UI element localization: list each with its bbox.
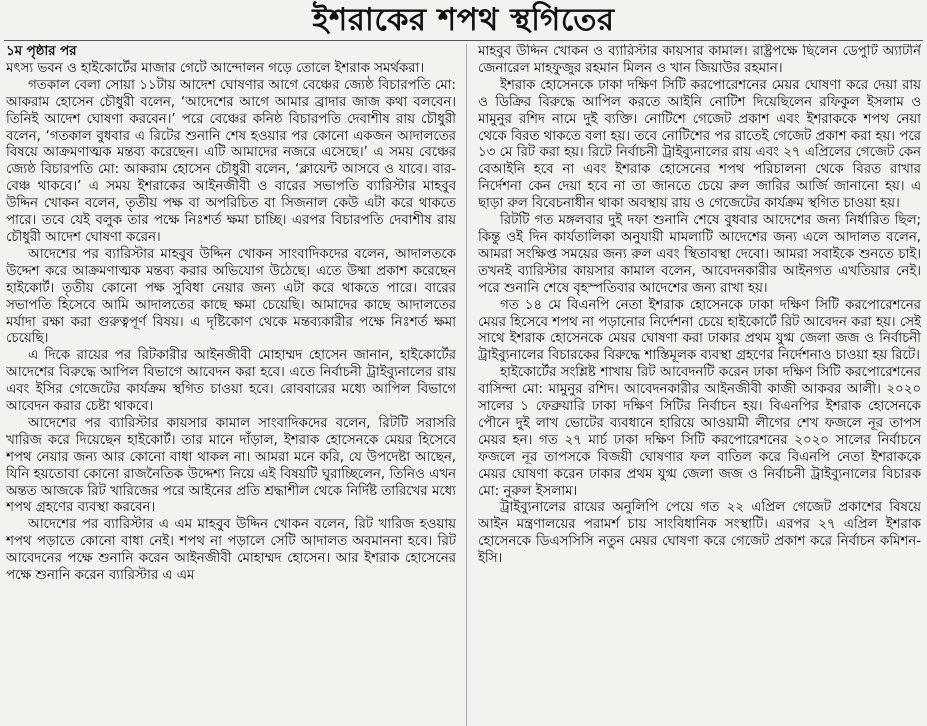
paragraph: আদেশের পর ব্যারিস্টার কায়সার কামাল সাংবাদিকদের বলেন, রিটটি সরাসরি খারিজ করে দিয়েছেন হাইকোর্ট। তার মানে দাঁড়াল, ইশরাক হোসেনকে মেয়র হিসেবে শপথ নেয়ার জন্য আর কোনো বাধা থাকল না। আমরা মনে করি, যে উপদেষ্টা আছেন, যিনি হয়তোবা কোনো রাজনৈতিক উদ্দেশ্য নিয়ে এই বিষয়টি ঘুরাচ্ছিলেন, তিনিও এখন অন্তত আজকে রিট খারিজের পরে আইনের প্রতি শ্রদ্ধাশীল থেকে নির্দিষ্ট তারিখের মধ্যে শপথ গ্রহণের ব্যবস্থা করবেন। — [6, 415, 456, 516]
paragraph: আদেশের পর ব্যারিস্টার এ এম মাহবুব উদ্দিন খোকন বলেন, রিট খারিজ হওয়ায় শপথ পড়াতে কোনো বাধা নেই। শপথ না পড়ালে সেটি আদালত অবমাননা হবে। রিট আবেদনের পক্ষে শুনানি করেন আইনজীবী মোহাম্মদ হোসেন। আর ইশরাক হোসেনের পক্ষে শুনানি করেন ব্যারিস্টার এ এম — [6, 517, 456, 584]
right-column — [478, 44, 921, 726]
paragraph: গত ১৪ মে বিএনপি নেতা ইশরাক হোসেনকে ঢাকা দক্ষিণ সিটি করপোরেশনের মেয়র হিসেবে শপথ না পড়ানোর নির্দেশনা চেয়ে হাইকোর্টে রিট আবেদন করা হয়। সেই সাথে ইশরাক হোসেনকে মেয়র ঘোষণা করা ঢাকার প্রথম যুগ্ম জেলা জজ ও নির্বাচনী ট্রাইব্যুনালের বিচারকের বিরুদ্ধে শাস্তিমূলক ব্যবস্থা গ্রহণের নির্দেশনাও চাওয়া হয় রিটে। — [478, 297, 921, 364]
left-column — [6, 44, 456, 726]
paragraph: মৎস্য ভবন ও হাইকোর্টের মাজার গেটে আন্দোলন গড়ে তোলে ইশরাক সমর্থকরা। — [6, 60, 425, 76]
paragraph: গতকাল বেলা সোয়া ১১টায় আদেশ ঘোষণার আগে বেঞ্চের জ্যেষ্ঠ বিচারপতি মো: আকরাম হোসেন চৌধুরী বলেন, ‘আদেশের আগে আমার ব্রাদার জাজ কথা বলবেন। তিনিই আদেশ ঘোষণা করবেন।’ পরে বেঞ্চের কনিষ্ঠ বিচারপতি দেবাশীষ রায় চৌধুরী বলেন, ‘গতকাল বুধবার এ রিটের শুনানি শেষ হওয়ার পর কোনো একজন আদালতের বিষয়ে আক্রমণাত্মক মন্তব্য করেছেন। এটি আমাদের নজরে এসেছে।’ এ সময় বেঞ্চের জ্যেষ্ঠ বিচারপতি মো: আকরাম হোসেন চৌধুরী বলেন, ‘ক্লায়েন্ট আসবে ও যাবে। বার-বেঞ্চ থাকবে।’ এ সময় ইশরাকের আইনজীবী ও বারের সভাপতি ব্যারিস্টার মাহবুব উদ্দিন খোকন বলেন, তৃতীয় পক্ষ বা অপরিচিত বা সিজনাল কেউ এটা করে থাকতে পারে। তবে যেই বলুক তার পক্ষে নিঃশর্ত ক্ষমা চাচ্ছি। এরপর বিচারপতি দেবাশীষ রায় চৌধুরী আদেশ ঘোষণা করেন। — [6, 77, 456, 245]
paragraph: রিটটি গত মঙ্গলবার দুই দফা শুনানি শেষে বুধবার আদেশের জন্য নির্ধারিত ছিল; কিন্তু ওই দিন কার্যতালিকা অনুযায়ী মামলাটি আদেশের জন্য এলে আদালত বলেন, আমরা সংক্ষিপ্ত সময়ের জন্য রুল এবং স্থিতাবস্থা দেবো। আমরা সবাইকে শুনতে চাই। তখনই ব্যারিস্টার কায়সার কামাল বলেন, আবেদনকারীর আইনগত এখতিয়ার নেই। পরে শুনানি শেষে বৃহস্পতিবার আদেশের জন্য রাখা হয়। — [478, 213, 921, 296]
paragraph: ইশরাক হোসেনকে ঢাকা দক্ষিণ সিটি করপোরেশনের মেয়র ঘোষণা করে দেয়া রায় ও ডিক্রির বিরুদ্ধে আপিল করতে আইনি নোটিশ দিয়েছিলেন রফিকুল ইসলাম ও মামুনুর রশিদ নামে দুই ব্যক্তি। নোটিশে গেজেট প্রকাশ এবং ইশরাককে শপথ নেয়া থেকে বিরত থাকতে বলা হয়। তবে নোটিশের পর রাতেই গেজেট প্রকাশ করা হয়। পরে ১৩ মে রিট করা হয়। রিটে নির্বাচনী ট্রাইব্যুনালের রায় এবং ২৭ এপ্রিলের গেজেট কেন বেআইনি হবে না এবং ইশরাক হোসেনের শপথ পরিচালনা থেকে বিরত রাখার নির্দেশনা কেন দেয়া হবে না তা জানতে চেয়ে রুল জারির আর্জি জানানো হয়। এ ছাড়া রুল বিবেচনাধীন থাকা অবস্থায় রায় ও গেজেটের কার্যক্রম স্থগিত চাওয়া হয়। — [478, 77, 921, 212]
headline: ইশরাকের শপথ স্থগিতের — [312, 2, 615, 38]
paragraph: এ দিকে রায়ের পর রিটকারীর আইনজীবী মোহাম্মদ হোসেন জানান, হাইকোর্টের আদেশের বিরুদ্ধে আপিল বিভাগে আবেদন করা হবে। এতে নির্বাচনী ট্রাইব্যুনালের রায় এবং ইসির গেজেটের কার্যক্রম স্থগিত চাওয়া হবে। রোববারের মধ্যে আপিল বিভাগে আবেদন করার চেষ্টা থাকবে। — [6, 348, 456, 415]
paragraph: আদেশের পর ব্যারিস্টার মাহবুব উদ্দিন খোকন সাংবাদিকদের বলেন, আদালতকে উদ্দেশ করে আক্রমণাত্মক মন্তব্য করার অভিযোগ উঠেছে। এতে উষ্মা প্রকাশ করেছেন হাইকোর্ট। তৃতীয় কোনো পক্ষ সুবিধা নেয়ার জন্য এটা করে থাকতে পারে। বারের সভাপতি হিসেবে আমি আদালতের কাছে ক্ষমা চেয়েছি। আমাদের কাছে আদালতের মর্যাদা রক্ষা করা গুরুত্বপূর্ণ বিষয়। এ দৃষ্টিকোণ থেকে মন্তব্যকারীর পক্ষে নিঃশর্ত ক্ষমা চেয়েছি। — [6, 246, 456, 347]
headline-rule — [4, 40, 923, 41]
paragraph: ট্রাইব্যুনালের রায়ের অনুলিপি পেয়ে গত ২২ এপ্রিল গেজেট প্রকাশের বিষয়ে আইন মন্ত্রণালয়ের পরামর্শ চায় সাংবিধানিক সংস্থাটি। এরপর ২৭ এপ্রিল ইশরাক হোসেনকে ডিএসসিসি নতুন মেয়র ঘোষণা করে গেজেট প্রকাশ করে নির্বাচন কমিশন-ইসি। — [478, 500, 921, 567]
paragraph: মাহবুব উদ্দিন খোকন ও ব্যারিস্টার কায়সার কামাল। রাষ্ট্রপক্ষে ছিলেন ডেপুটি অ্যাটর্নি জেনারেল মাহফুজুর রহমান মিলন ও খান জিয়াউর রহমান। — [478, 44, 921, 76]
paragraph: হাইকোর্টের সংশ্লিষ্ট শাখায় রিট আবেদনটি করেন ঢাকা দক্ষিণ সিটি করপোরেশনের বাসিন্দা মো: মামুনুর রশিদ। আবেদনকারীর আইনজীবী কাজী আকবর আলী। ২০২০ সালের ১ ফেব্রুয়ারি ঢাকা দক্ষিণ সিটির নির্বাচন হয়। বিএনপির ইশরাক হোসেনকে পৌনে দুই লাখ ভোটের ব্যবধানে হারিয়ে আওয়ামী লীগের শেখ ফজলে নূর তাপস মেয়র হন। গত ২৭ মার্চ ঢাকা দক্ষিণ সিটি করপোরেশনের ২০২০ সালের নির্বাচনে ফজলে নূর তাপসকে বিজয়ী ঘোষণার ফল বাতিল করে বিএনপি নেতা ইশরাককে মেয়র ঘোষণা করেন ঢাকার প্রথম যুগ্ম জেলা জজ ও নির্বাচনী ট্রাইব্যুনালের বিচারক মো: নুরুল ইসলাম। — [478, 365, 921, 499]
column-divider — [466, 44, 467, 726]
continuation-kicker: ১ম পৃষ্ঠার পর — [6, 44, 77, 59]
